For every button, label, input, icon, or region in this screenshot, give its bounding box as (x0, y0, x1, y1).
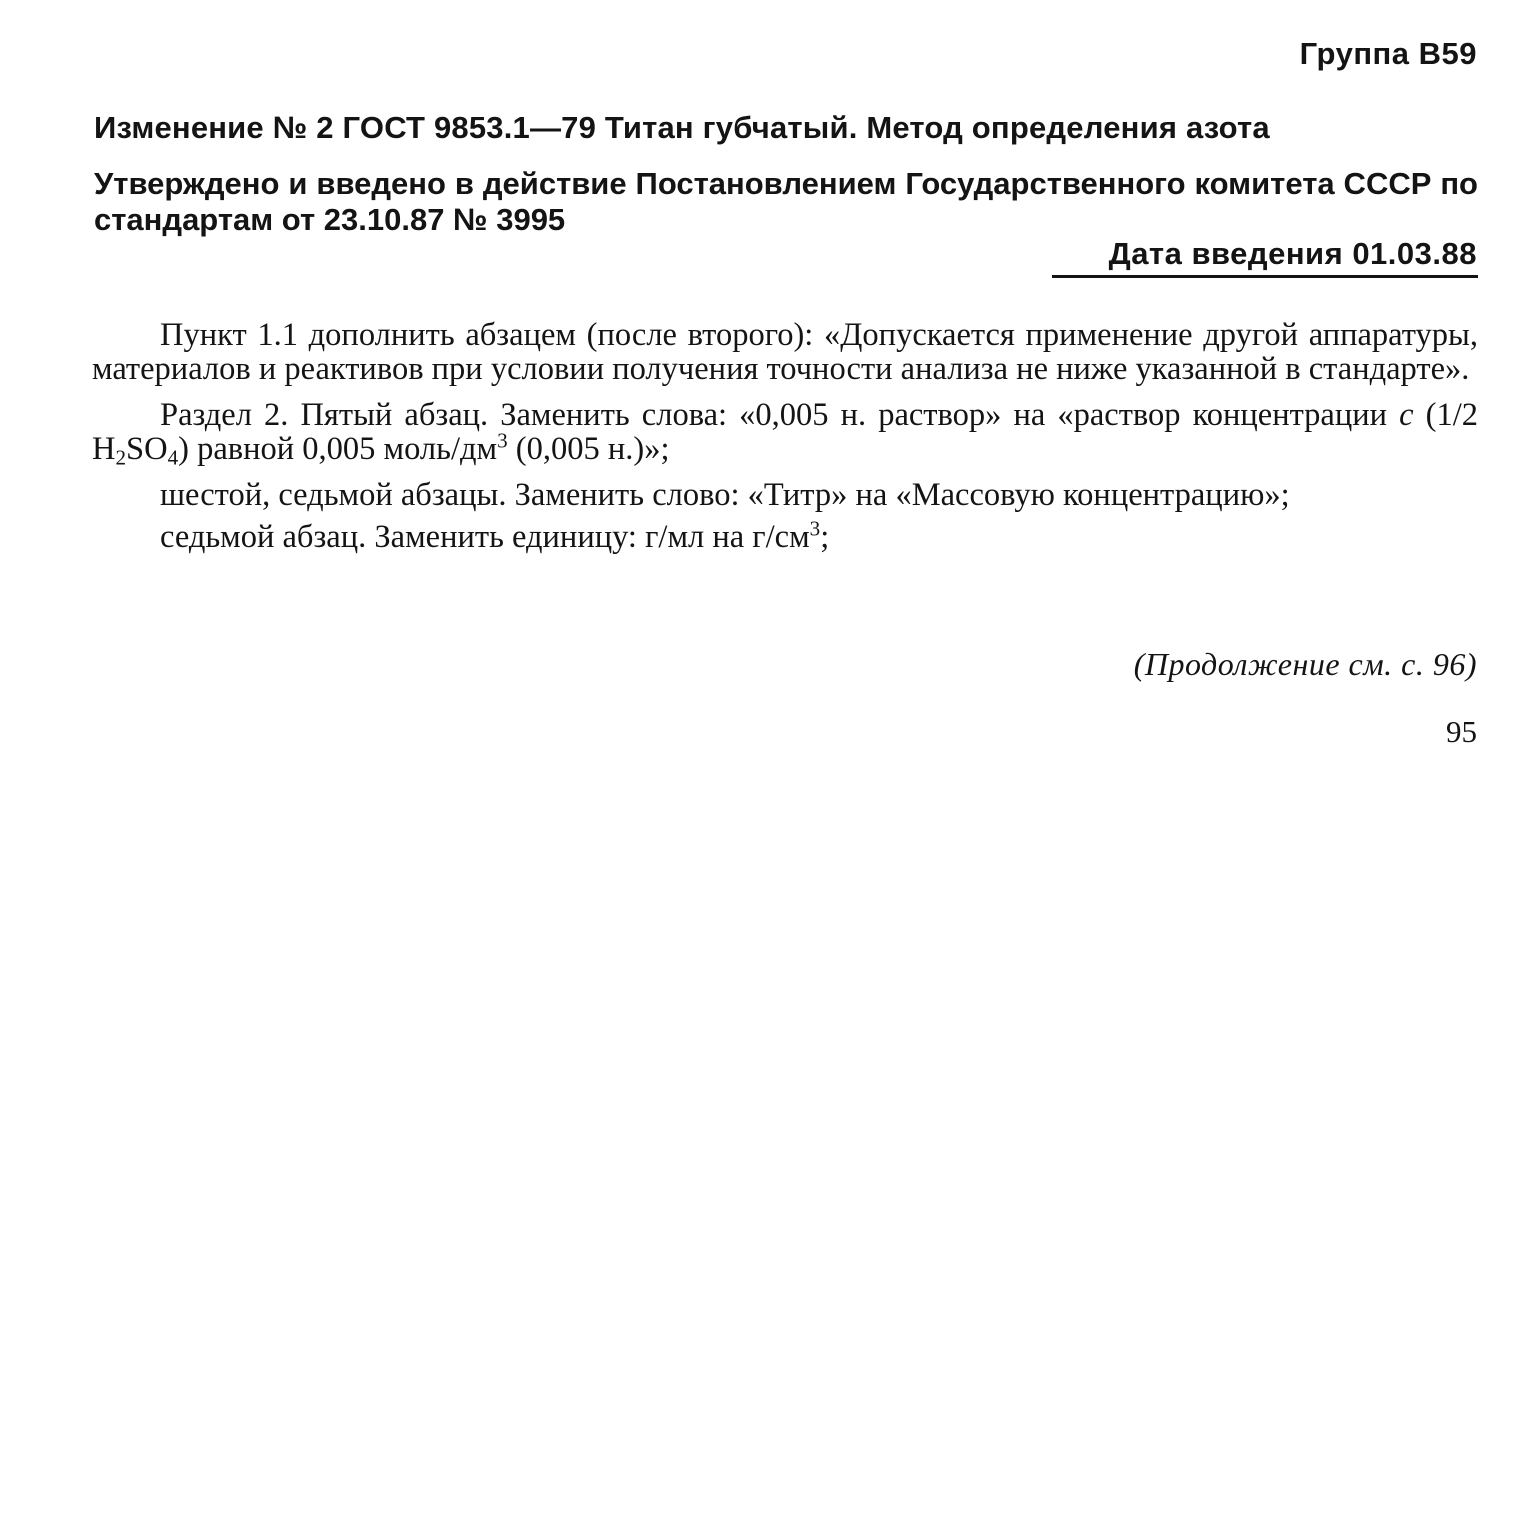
change-title: Изменение № 2 ГОСТ 9853.1—79 Титан губчатый. Метод определения азота (94, 110, 1270, 145)
date-underline (1052, 275, 1478, 278)
paragraph-point-1-1: Пункт 1.1 дополнить абзацем (после второго): «Допускается применение другой аппаратуры, материалов и реактивов при условии получения точности анализа не ниже указанной в стандарте». (92, 317, 1478, 387)
page-number: 95 (1446, 714, 1477, 749)
continuation-note: (Продолжение см. с. 96) (1133, 646, 1477, 682)
approval-statement: Утверждено и введено в действие Постановлением Государственного комитета СССР по стандартам от 23.10.87 № 3995 (94, 166, 1478, 237)
amendment-body (92, 318, 1478, 566)
paragraph-section-2: Раздел 2. Пятый абзац. Заменить слова: «0,005 н. раствор» на «раствор концентрации с (1/2 $H_2SO_4$) равной 0,005 моль/$дм^3$ (0,005 н.)»; (92, 397, 1478, 470)
paragraph-seventh: седьмой абзац. Заменить единицу: г/мл на $г/см^3$; (160, 516, 830, 555)
group-label: Группа В59 (1299, 36, 1477, 71)
introduction-date: Дата введения 01.03.88 (1108, 236, 1477, 271)
paragraph-sixth-seventh: шестой, седьмой абзацы. Заменить слово: «Титр» на «Массовую концентрацию»; (160, 477, 1290, 513)
concentration-symbol: с (1399, 397, 1414, 433)
